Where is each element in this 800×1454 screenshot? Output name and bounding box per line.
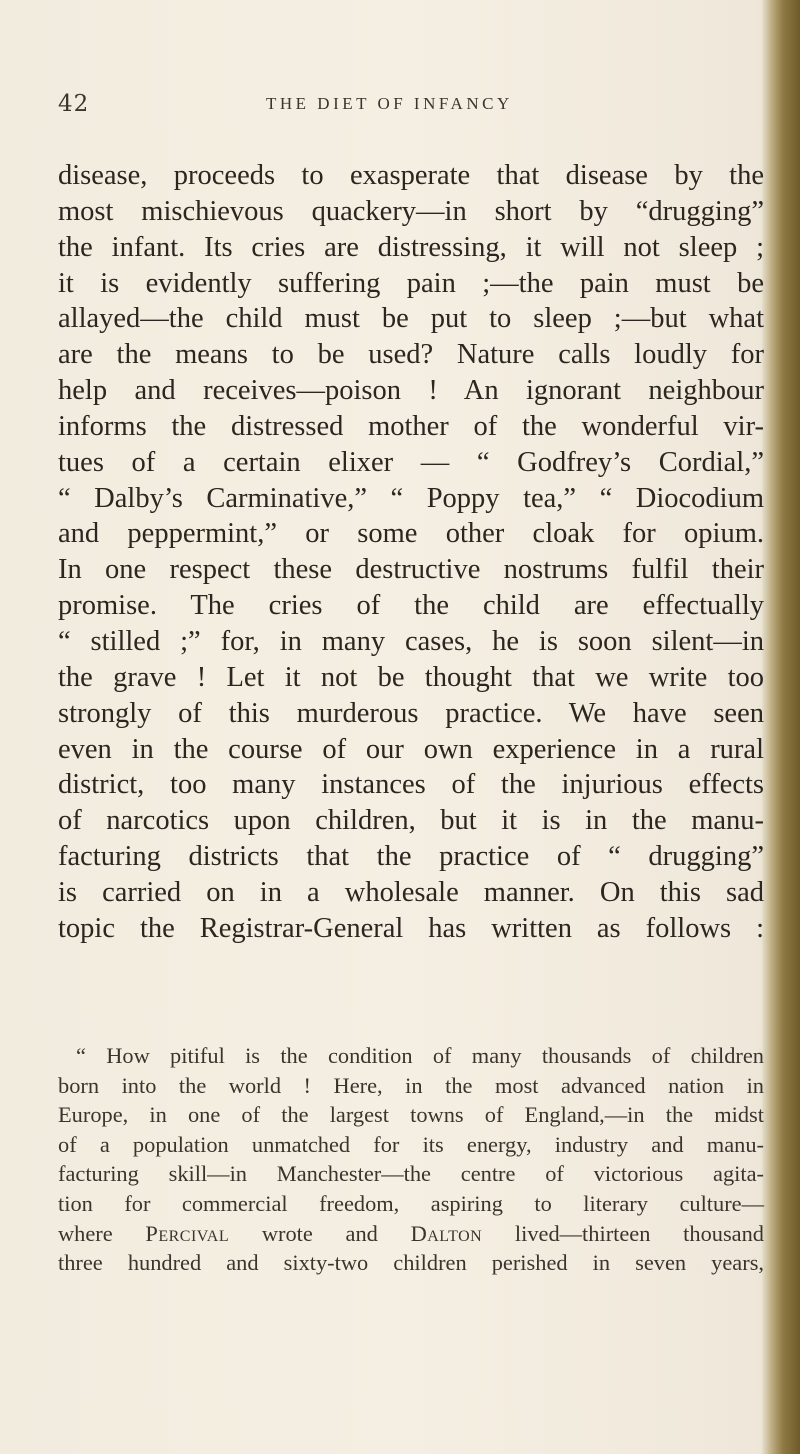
quote-line: Europe, in one of the largest towns of England,—in the midst xyxy=(58,1102,764,1128)
text-line: and peppermint,” or some other cloak for opium. xyxy=(58,518,764,550)
text-line: the infant. Its cries are distressing, it will not sleep ; xyxy=(58,231,764,263)
book-binding-edge xyxy=(762,0,800,1454)
quote-line: of a population unmatched for its energy, industry and manu- xyxy=(58,1131,764,1157)
text-line: topic the Registrar-General has written as follows : xyxy=(58,912,764,944)
text-line: help and receives—poison ! An ignorant neighbour xyxy=(58,375,764,407)
page-number: 42 xyxy=(58,91,90,117)
text-line: disease, proceeds to exasperate that disease by the xyxy=(58,160,764,191)
quote-line: born into the world ! Here, in the most advanced nation in xyxy=(58,1072,764,1098)
text-line: district, too many instances of the injurious effects xyxy=(58,769,764,801)
person-name-dalton: Dalton xyxy=(410,1220,483,1246)
running-head xyxy=(58,91,758,121)
text-line: In one respect these destructive nostrums fulfil their xyxy=(58,554,764,586)
body-paragraph xyxy=(58,158,764,947)
text-line: the grave ! Let it not be thought that we write too xyxy=(58,661,764,693)
text-line: most mischievous quackery—in short by “drugging” xyxy=(58,195,764,227)
text-line: facturing districts that the practice of “ drugging” xyxy=(58,841,764,873)
text-line: of narcotics upon children, but it is in the manu- xyxy=(58,805,764,837)
quote-text-fragment: where xyxy=(58,1220,146,1246)
text-line: strongly of this murderous practice. We have seen xyxy=(58,697,764,729)
text-line: is carried on in a wholesale manner. On this sad xyxy=(58,876,764,908)
text-line: informs the distressed mother of the wonderful vir- xyxy=(58,410,764,442)
quote-line: three hundred and sixty-two children perished in seven years, xyxy=(58,1250,764,1276)
text-line: “ stilled ;” for, in many cases, he is soon silent—in xyxy=(58,625,764,657)
text-line: it is evidently suffering pain ;—the pain must be xyxy=(58,267,764,299)
text-line: allayed—the child must be put to sleep ;—but what xyxy=(58,303,764,335)
text-line: even in the course of our own experience in a rural xyxy=(58,733,764,765)
quote-line: facturing skill—in Manchester—the centre of victorious agita- xyxy=(58,1161,764,1187)
person-name-percival: Percival xyxy=(145,1220,230,1246)
text-line: “ Dalby’s Carminative,” “ Poppy tea,” “ Diocodium xyxy=(58,482,764,514)
quote-line xyxy=(58,1219,764,1249)
quote-text-fragment: lived—thirteen thousand xyxy=(482,1220,764,1246)
text-line: are the means to be used? Nature calls loudly for xyxy=(58,339,764,371)
block-quotation xyxy=(58,1041,764,1278)
quote-line: “ How pitiful is the condition of many thousands of children xyxy=(76,1043,764,1068)
running-head-title: THE DIET OF INFANCY xyxy=(266,94,513,113)
quote-text-fragment: wrote and xyxy=(229,1220,411,1246)
text-line: promise. The cries of the child are effectually xyxy=(58,590,764,622)
quote-line: tion for commercial freedom, aspiring to literary culture— xyxy=(58,1190,764,1216)
text-line: tues of a certain elixer — “ Godfrey’s Cordial,” xyxy=(58,446,764,478)
